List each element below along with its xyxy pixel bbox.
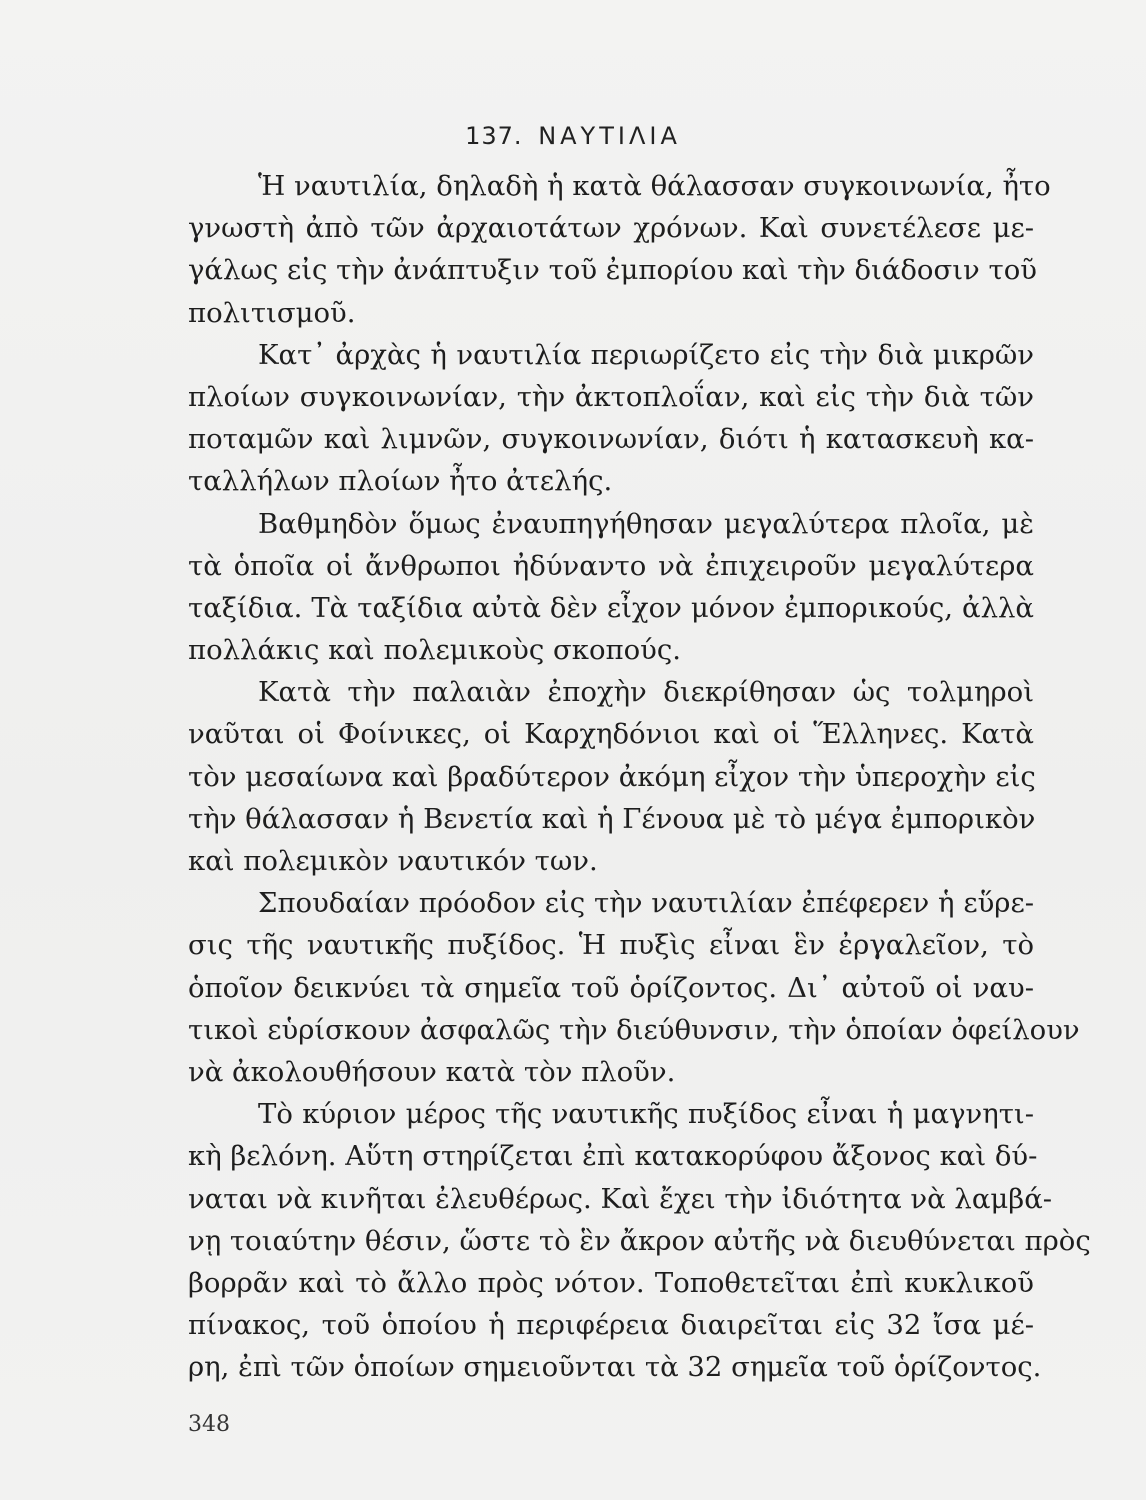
text-line: ὁποῖον δεικνύει τὰ σημεῖα τοῦ ὁρίζοντος. Δι᾿ αὐτοῦ οἱ ναυ- — [188, 971, 1034, 1004]
chapter-number: 137. — [465, 122, 523, 150]
text-line: πίνακος, τοῦ ὁποίου ἡ περιφέρεια διαιρεῖται εἰς 32 ἴσα μέ- — [188, 1309, 1034, 1342]
text-line: Ἡ ναυτιλία, δηλαδὴ ἡ κατὰ θάλασσαν συγκοινωνία, ἦτο — [258, 170, 1051, 202]
text-line: τικοὶ εὑρίσκουν ἀσφαλῶς τὴν διεύθυνσιν, τὴν ὁποίαν ὀφείλουν — [188, 1013, 1080, 1046]
text-line: τὴν θάλασσαν ἡ Βενετία καὶ ἡ Γένουα μὲ τὸ μέγα ἐμπορικὸν — [188, 802, 1036, 835]
text-line: ποταμῶν καὶ λιμνῶν, συγκοινωνίαν, διότι ἡ κατασκευὴ κα- — [188, 423, 1034, 456]
text-line: πολλάκις καὶ πολεμικοὺς σκοπούς. — [188, 634, 682, 667]
chapter-heading — [0, 122, 1146, 150]
text-line: ταλλήλων πλοίων ἦτο ἀτελής. — [188, 465, 613, 498]
text-line: γνωστὴ ἀπὸ τῶν ἀρχαιοτάτων χρόνων. Καὶ συνετέλεσε με- — [188, 212, 1034, 245]
text-line: κὴ βελόνη. Αὕτη στηρίζεται ἐπὶ κατακορύφου ἄξονος καὶ δύ- — [188, 1140, 1038, 1173]
text-line: Βαθμηδὸν ὅμως ἐναυπηγήθησαν μεγαλύτερα πλοῖα, μὲ — [258, 507, 1034, 540]
text-line: σις τῆς ναυτικῆς πυξίδος. Ἡ πυξὶς εἶναι ἓν ἐργαλεῖον, τὸ — [188, 929, 1034, 962]
text-line: ρη, ἐπὶ τῶν ὁποίων σημειοῦνται τὰ 32 σημεῖα τοῦ ὁρίζοντος. — [188, 1351, 1042, 1384]
text-line: τὸν μεσαίωνα καὶ βραδύτερον ἀκόμη εἶχον τὴν ὑπεροχὴν εἰς — [188, 760, 1036, 793]
text-line: βορρᾶν καὶ τὸ ἄλλο πρὸς νότον. Τοποθετεῖται ἐπὶ κυκλικοῦ — [188, 1266, 1034, 1299]
text-line: Σπουδαίαν πρόοδον εἰς τὴν ναυτιλίαν ἐπέφερεν ἡ εὕρε- — [258, 887, 1034, 920]
text-line: γάλως εἰς τὴν ἀνάπτυξιν τοῦ ἐμπορίου καὶ τὴν διάδοσιν τοῦ — [188, 254, 1037, 287]
text-line: Τὸ κύριον μέρος τῆς ναυτικῆς πυξίδος εἶναι ἡ μαγνητι- — [258, 1098, 1034, 1131]
chapter-title: ΝΑΥΤΙΛΙΑ — [538, 122, 681, 150]
text-line: καὶ πολεμικὸν ναυτικόν των. — [188, 845, 598, 877]
text-line: τὰ ὁποῖα οἱ ἄνθρωποι ἠδύναντο νὰ ἐπιχειροῦν μεγαλύτερα — [188, 549, 1034, 582]
text-line: πολιτισμοῦ. — [188, 296, 356, 329]
text-line: Κατὰ τὴν παλαιὰν ἐποχὴν διεκρίθησαν ὡς τολμηροὶ — [258, 676, 1034, 709]
text-line: πλοίων συγκοινωνίαν, τὴν ἀκτοπλοΐαν, καὶ εἰς τὴν διὰ τῶν — [188, 380, 1034, 413]
text-line: νὰ ἀκολουθήσουν κατὰ τὸν πλοῦν. — [188, 1055, 676, 1088]
text-line: ναῦται οἱ Φοίνικες, οἱ Καρχηδόνιοι καὶ οἱ Ἕλληνες. Κατὰ — [188, 718, 1034, 751]
page-number: 348 — [188, 1412, 230, 1437]
text-line: νῃ τοιαύτην θέσιν, ὥστε τὸ ἓν ἄκρον αὐτῆς νὰ διευθύνεται πρὸς — [188, 1224, 1091, 1257]
body-text — [188, 165, 1091, 1388]
text-line: ναται νὰ κινῆται ἐλευθέρως. Καὶ ἔχει τὴν ἰδιότητα νὰ λαμβά- — [188, 1182, 1053, 1215]
text-line: Κατ᾿ ἀρχὰς ἡ ναυτιλία περιωρίζετο εἰς τὴν διὰ μικρῶν — [258, 338, 1034, 371]
text-line: ταξίδια. Τὰ ταξίδια αὐτὰ δὲν εἶχον μόνον ἐμπορικούς, ἀλλὰ — [188, 591, 1034, 624]
